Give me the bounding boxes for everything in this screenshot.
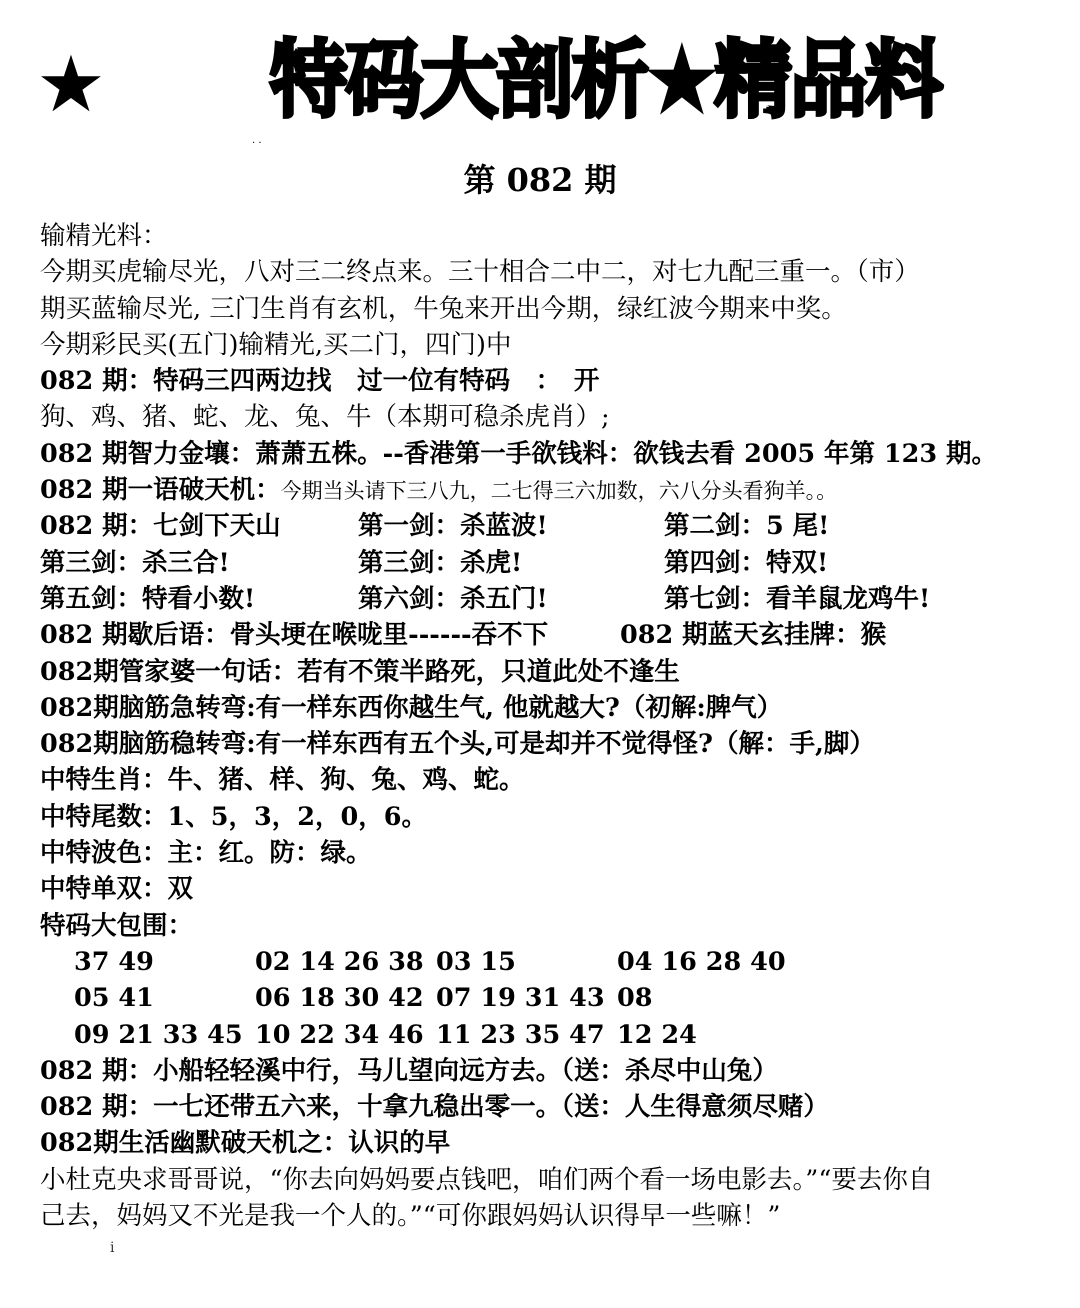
text-line: 特码大包围： <box>40 910 194 941</box>
stray-dots: · · <box>252 138 262 149</box>
text-line: 狗、鸡、猪、蛇、龙、兔、牛（本期可稳杀虎肖）; <box>40 402 610 433</box>
sword-row <box>40 508 1050 544</box>
sword-item: 第一剑：杀蓝波! <box>358 511 548 542</box>
text-line: 中特单双：双 <box>40 874 194 905</box>
number-group: 10 22 34 46 <box>255 1019 424 1050</box>
text-line: 082期脑筋急转弯:有一样东西你越生气, 他就越大?（初解:脾气） <box>40 692 783 723</box>
text-line: 期买蓝输尽光, 三门生肖有玄机，牛兔来开出今期，绿红波今期来中奖。 <box>40 293 847 324</box>
text-line: 中特生肖：牛、猪、样、狗、兔、鸡、蛇。 <box>40 765 525 796</box>
banner <box>0 18 1080 138</box>
sword-item: 第七剑：看羊鼠龙鸡牛! <box>664 583 931 614</box>
text-line: 小杜克央求哥哥说，“你去向妈妈要点钱吧，咱们两个看一场电影去。”“要去你自 <box>40 1164 934 1195</box>
sword-item: 第三剑：杀三合! <box>40 547 230 578</box>
number-group: 07 19 31 43 <box>436 983 605 1014</box>
sword-item: 第二剑：5 尾! <box>664 511 830 542</box>
number-group: 37 49 <box>74 946 154 977</box>
stray-mark: ⅰ <box>110 1240 115 1256</box>
text-line: 082 期：特码三四两边找 过一位有特码 ： 开 <box>40 366 600 397</box>
text-line: 082 期：一七还带五六来，十拿九稳出零一。（送：人生得意须尽赌） <box>40 1092 829 1123</box>
sword-item: 第四剑：特双! <box>664 547 829 578</box>
text-line: 082期生活幽默破天机之：认识的早 <box>40 1128 451 1159</box>
banner-title: 特码大剖析★精品料 <box>270 31 941 129</box>
number-row <box>40 944 1050 980</box>
text-line: 己去，妈妈又不光是我一个人的。”“可你跟妈妈认识得早一些嘛！” <box>40 1201 781 1232</box>
text-line: 中特波色：主：红。防：绿。 <box>40 838 372 869</box>
sword-item: 第五剑：特看小数! <box>40 583 256 614</box>
text-line-riddle: 今期当头请下三八九，二七得三六加数，六八分头看狗羊。。 <box>280 479 838 504</box>
text-line: 082 期智力金壤：萧萧五株。--香港第一手欲钱料：欲钱去看 2005 年第 123 期。 <box>40 438 997 469</box>
sword-item: 082 期：七剑下天山 <box>40 511 281 542</box>
text-line <box>40 472 1050 508</box>
number-group: 03 15 <box>436 946 516 977</box>
number-group: 09 21 33 45 <box>74 1019 243 1050</box>
star-icon: ★ <box>36 40 106 130</box>
sword-row <box>40 581 1050 617</box>
text-line: 输精光料： <box>40 221 168 251</box>
sword-item: 第三剑：杀虎! <box>358 547 523 578</box>
text-line: 082 期：小船轻轻溪中行，马儿望向远方去。（送：杀尽中山兔） <box>40 1055 778 1086</box>
text-line-left: 082 期歇后语：骨头埂在喉咙里------吞不下 <box>40 620 549 651</box>
number-group: 08 <box>617 983 653 1014</box>
text-line-right: 082 期蓝天玄挂牌：猴 <box>620 620 887 651</box>
split-line <box>40 617 1050 653</box>
number-group: 06 18 30 42 <box>255 983 424 1014</box>
number-group: 05 41 <box>74 983 154 1014</box>
number-row <box>40 1017 1050 1053</box>
sword-row <box>40 545 1050 581</box>
text-line-label: 082 期一语破天机： <box>40 475 281 506</box>
text-line: 中特尾数：1、5，3，2，0，6。 <box>40 801 427 832</box>
text-line: 今期买虎输尽光，八对三二终点来。三十相合二中二，对七九配三重一。（市） <box>40 257 920 288</box>
text-line: 082期脑筋稳转弯:有一样东西有五个头,可是却并不觉得怪?（解：手,脚） <box>40 729 875 760</box>
issue-number: 第 082 期 <box>463 161 617 199</box>
text-line: 今期彩民买(五门)输精光,买二门，四门)中 <box>40 329 512 360</box>
number-group: 11 23 35 47 <box>436 1019 605 1050</box>
number-group: 04 16 28 40 <box>617 946 786 977</box>
sword-item: 第六剑：杀五门! <box>358 583 548 614</box>
number-group: 02 14 26 38 <box>255 946 424 977</box>
number-group: 12 24 <box>617 1019 697 1050</box>
document-body <box>40 218 1050 1234</box>
text-line: 082期管家婆一句话：若有不策半路死，只道此处不逢生 <box>40 656 680 687</box>
number-row <box>40 980 1050 1016</box>
